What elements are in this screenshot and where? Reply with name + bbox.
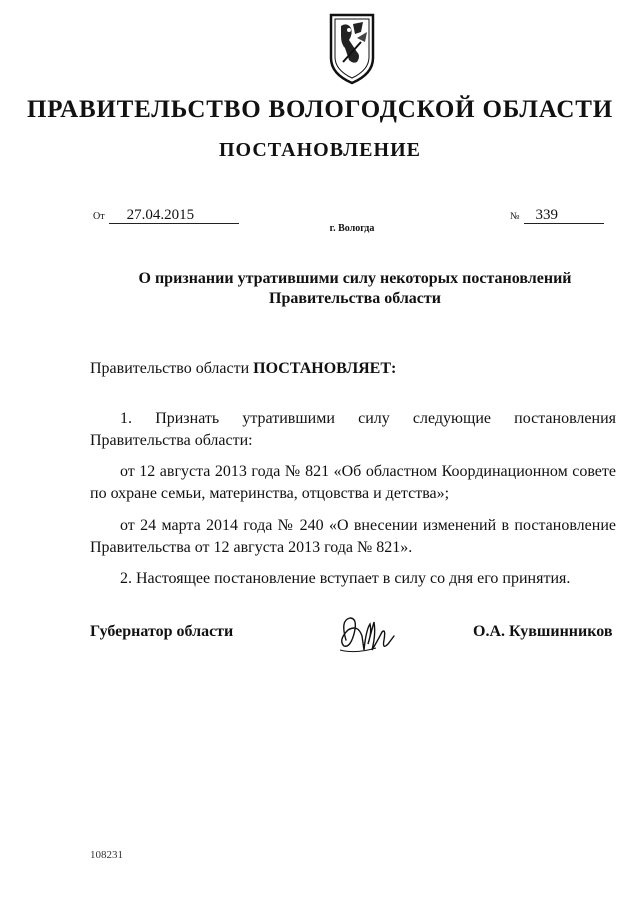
number-field: 339	[524, 208, 604, 224]
item-2: 2. Настоящее постановление вступает в силу со дня его принятия.	[120, 570, 571, 587]
number-row	[510, 206, 604, 224]
signatory-name: О.А. Кувшинников	[473, 623, 613, 640]
item-1-b: от 24 марта 2014 года № 240 «О внесении изменений в постановление Правительства от 12 августа 2013 года № 821».	[90, 517, 616, 556]
document-heading	[90, 269, 620, 309]
item-1: 1. Признать утратившими силу следующие постановления Правительства области:	[90, 410, 616, 449]
signatory-position: Губернатор области	[90, 623, 234, 640]
date-prefix: От	[93, 211, 105, 222]
number-prefix: №	[510, 211, 520, 222]
city-label: г. Вологда	[329, 223, 375, 234]
heading-line-1: О признании утратившими силу некоторых постановлений	[138, 270, 572, 287]
document-title: ПРАВИТЕЛЬСТВО ВОЛОГОДСКОЙ ОБЛАСТИ	[26, 96, 614, 123]
item-1-a: от 12 августа 2013 года № 821 «Об областном Координационном совете по охране семьи, материнства, отцовства и детства»;	[90, 463, 616, 502]
heading-line-2: Правительства области	[269, 290, 441, 307]
date-row	[93, 206, 239, 224]
coat-of-arms-icon	[327, 12, 377, 86]
signature-icon	[336, 610, 398, 658]
intro-text: Правительство области	[90, 360, 254, 377]
document-type: ПОСТАНОВЛЕНИЕ	[219, 139, 421, 161]
document-code: 108231	[90, 849, 123, 861]
intro-paragraph	[90, 358, 396, 380]
intro-decree: ПОСТАНОВЛЯЕТ:	[253, 360, 397, 377]
date-field: 27.04.2015	[109, 208, 239, 224]
